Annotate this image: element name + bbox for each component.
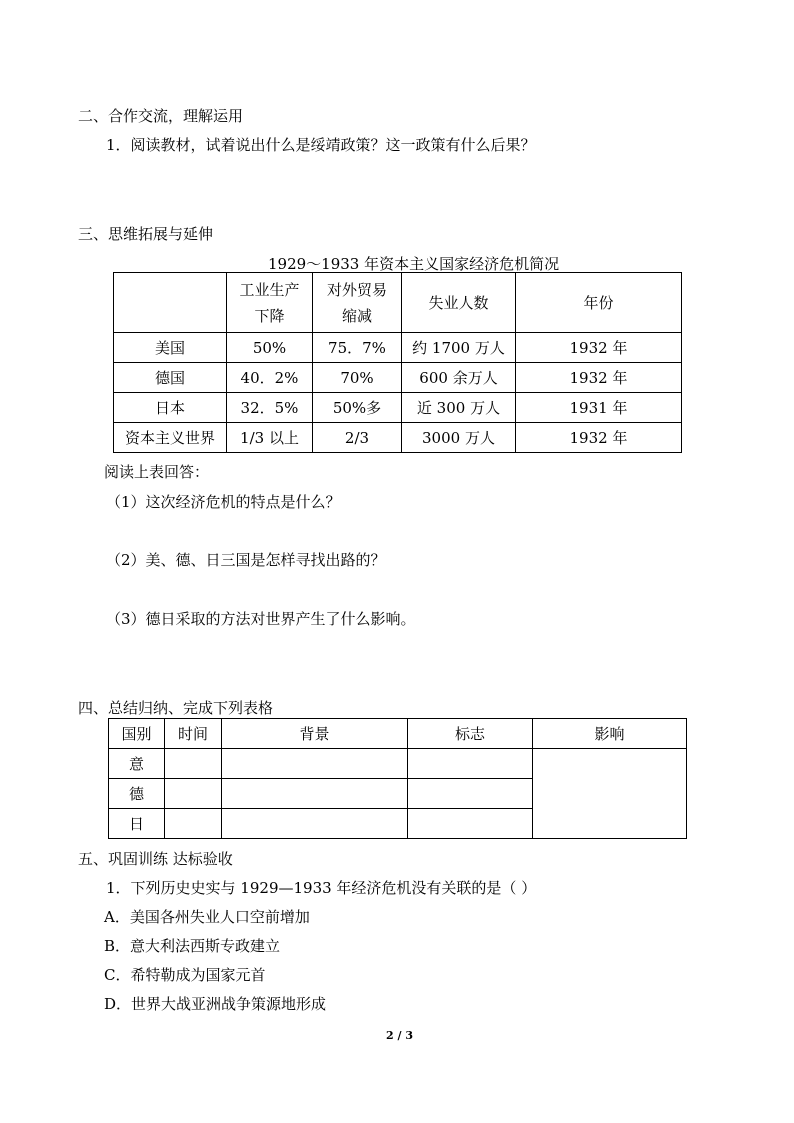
blank-cell [408,809,533,839]
section-3-question-3: （3）德日采取的方法对世界产生了什么影响。 [106,610,416,628]
crisis-table [113,272,682,453]
row-trade: 75．7% [313,333,402,363]
option-a: A．美国各州失业人口空前增加 [104,908,310,926]
row-country: 日 [109,809,165,839]
row-unemployed: 600 余万人 [402,363,516,393]
row-unemployed: 约 1700 万人 [402,333,516,363]
option-d: D．世界大战亚洲战争策源地形成 [104,995,327,1013]
row-year: 1931 年 [516,393,682,423]
row-year: 1932 年 [516,333,682,363]
row-industry: 32．5% [227,393,313,423]
blank-cell [222,809,408,839]
row-country: 美国 [114,333,227,363]
crisis-table-title: 1929～1933 年资本主义国家经济危机简况 [268,255,560,273]
row-industry: 40．2% [227,363,313,393]
row-unemployed: 3000 万人 [402,423,516,453]
header-industry: 工业生产 下降 [227,273,313,333]
section-4-heading: 四、总结归纳、完成下列表格 [78,699,274,717]
blank-cell [408,779,533,809]
summary-table-header-row [109,719,687,749]
row-trade: 70% [313,363,402,393]
header-sign: 标志 [408,719,533,749]
row-country: 资本主义世界 [114,423,227,453]
section-5-heading: 五、巩固训练 达标验收 [78,850,233,868]
table-row [114,393,682,423]
table-row [114,423,682,453]
row-country: 德 [109,779,165,809]
row-unemployed: 近 300 万人 [402,393,516,423]
row-country: 意 [109,749,165,779]
table-row [114,333,682,363]
section-2-heading: 二、合作交流，理解运用 [78,107,244,125]
blank-cell [222,779,408,809]
option-b: B．意大利法西斯专政建立 [104,937,281,955]
blank-cell [165,809,222,839]
header-country: 国别 [109,719,165,749]
blank-cell [222,749,408,779]
summary-table [108,718,687,839]
read-table-prompt: 阅读上表回答： [104,463,210,481]
section-5-question-1: 1．下列历史史实与 1929—1933 年经济危机没有关联的是（ ） [106,879,537,897]
crisis-table-corner-cell [114,273,227,333]
row-year: 1932 年 [516,423,682,453]
header-time: 时间 [165,719,222,749]
row-trade: 50%多 [313,393,402,423]
header-impact: 影响 [533,719,687,749]
section-2-question-1: 1．阅读教材，试着说出什么是绥靖政策？这一政策有什么后果？ [106,136,536,154]
row-year: 1932 年 [516,363,682,393]
table-row [114,363,682,393]
blank-cell [165,779,222,809]
blank-cell [408,749,533,779]
row-country: 德国 [114,363,227,393]
row-industry: 50% [227,333,313,363]
table-row [109,749,687,779]
impact-merged-cell [533,749,687,839]
row-country: 日本 [114,393,227,423]
row-industry: 1/3 以上 [227,423,313,453]
crisis-table-header-row [114,273,682,333]
section-3-heading: 三、思维拓展与延伸 [78,225,214,243]
blank-cell [165,749,222,779]
option-c: C．希特勒成为国家元首 [104,966,266,984]
section-3-question-2: （2）美、德、日三国是怎样寻找出路的？ [106,551,386,569]
header-trade: 对外贸易 缩减 [313,273,402,333]
header-year: 年份 [516,273,682,333]
row-trade: 2/3 [313,423,402,453]
section-3-question-1: （1）这次经济危机的特点是什么？ [106,493,341,511]
header-background: 背景 [222,719,408,749]
header-unemployed: 失业人数 [402,273,516,333]
page-number: 2 / 3 [386,1029,413,1042]
